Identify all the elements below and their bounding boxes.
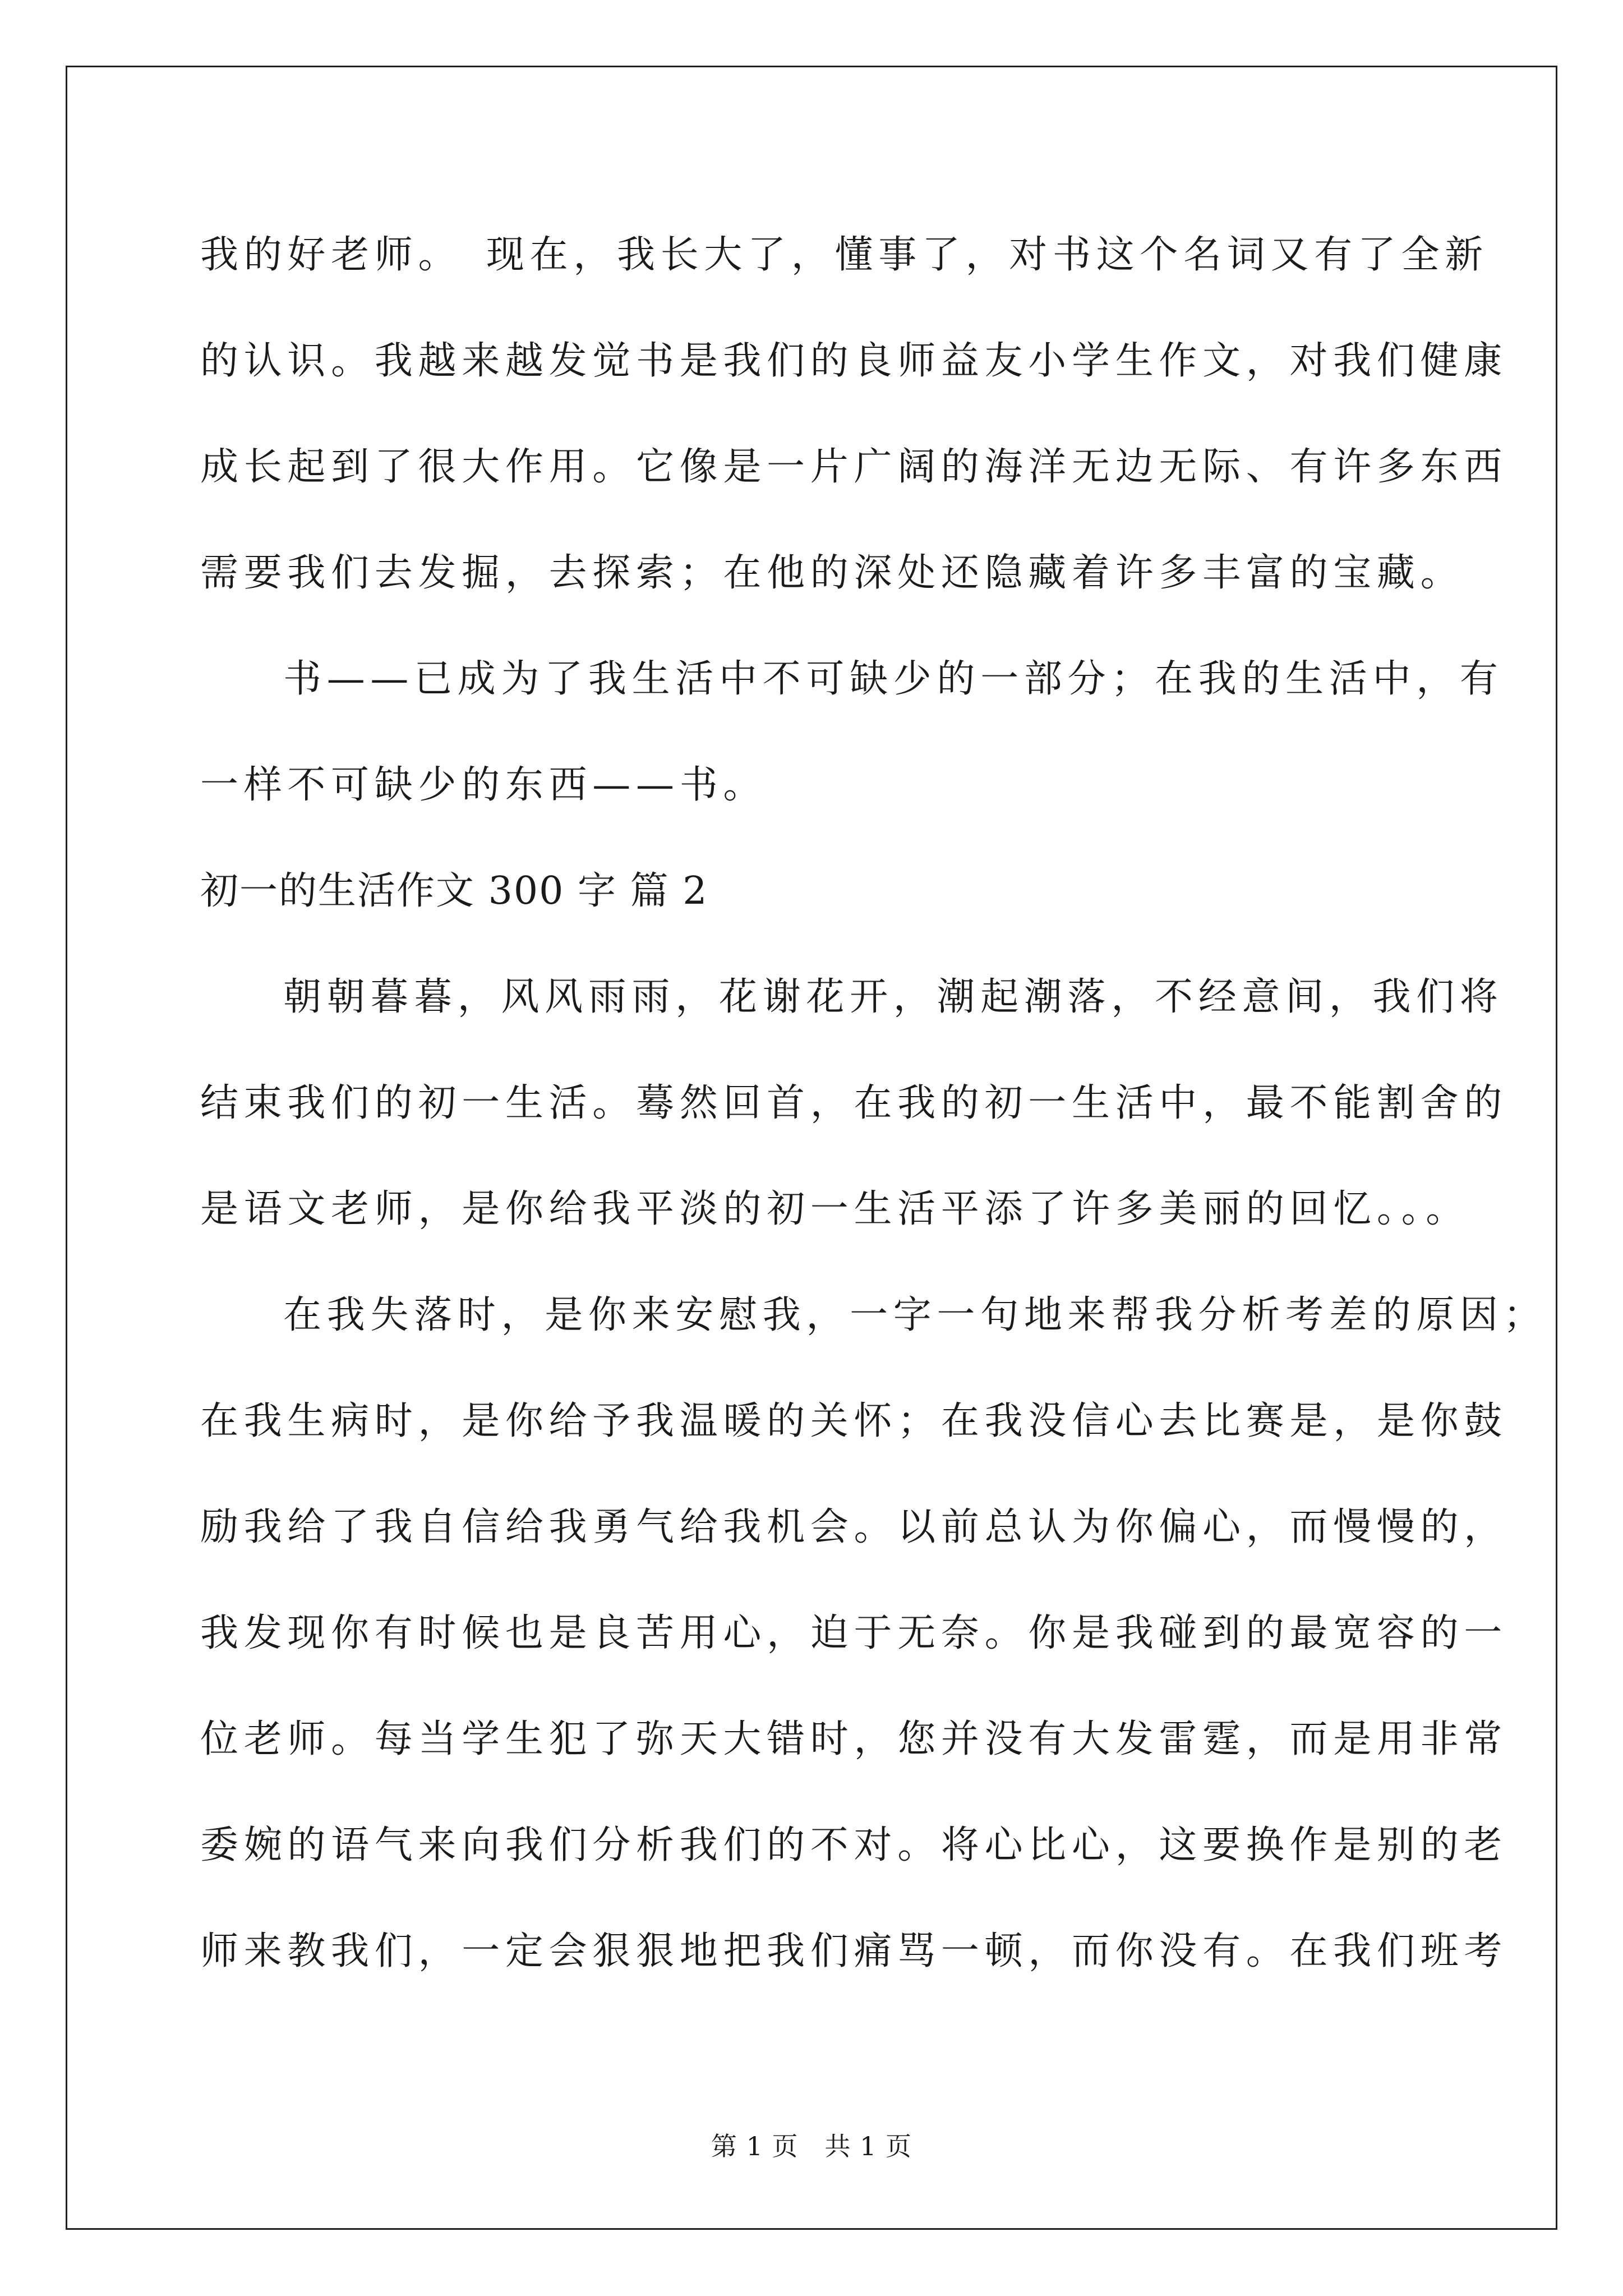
text-line-1: 我的好老师。 现在，我长大了，懂事了，对书这个名词又有了全新 xyxy=(200,233,1489,277)
text-line-16: 委婉的语气来向我们分析我们的不对。将心比心，这要换作是别的老 xyxy=(200,1823,1508,1867)
text-line-13: 励我给了我自信给我勇气给我机会。以前总认为你偏心，而慢慢的， xyxy=(200,1505,1508,1549)
text-line-11: 在我失落时，是你来安慰我，一字一句地来帮我分析考差的原因； xyxy=(283,1293,1547,1337)
text-line-3: 成长起到了很大作用。它像是一片广阔的海洋无边无际、有许多东西 xyxy=(200,445,1508,489)
text-line-15: 位老师。每当学生犯了弥天大错时，您并没有大发雷霆，而是用非常 xyxy=(200,1717,1508,1761)
text-line-9: 结束我们的初一生活。蓦然回首，在我的初一生活中，最不能割舍的 xyxy=(200,1081,1508,1125)
text-line-6: 一样不可缺少的东西——书。 xyxy=(200,763,767,807)
section-heading: 初一的生活作文 300 字 篇 2 xyxy=(200,869,708,913)
text-line-4: 需要我们去发掘，去探索；在他的深处还隐藏着许多丰富的宝藏。 xyxy=(200,551,1464,595)
document-body xyxy=(200,202,1547,2004)
text-line-8: 朝朝暮暮，风风雨雨，花谢花开，潮起潮落，不经意间，我们将 xyxy=(283,975,1504,1019)
text-line-5: 书——已成为了我生活中不可缺少的一部分；在我的生活中，有 xyxy=(283,657,1504,701)
text-line-17: 师来教我们，一定会狠狠地把我们痛骂一顿，而你没有。在我们班考 xyxy=(200,1929,1508,1973)
text-line-12: 在我生病时，是你给予我温暖的关怀；在我没信心去比赛是，是你鼓 xyxy=(200,1399,1508,1443)
text-line-2: 的认识。我越来越发觉书是我们的良师益友小学生作文，对我们健康 xyxy=(200,339,1508,383)
text-line-14: 我发现你有时候也是良苦用心，迫于无奈。你是我碰到的最宽容的一 xyxy=(200,1611,1508,1655)
page-footer: 第 1 页 共 1 页 xyxy=(711,2131,912,2161)
text-line-10: 是语文老师，是你给我平淡的初一生活平添了许多美丽的回忆。。。 xyxy=(200,1187,1470,1231)
